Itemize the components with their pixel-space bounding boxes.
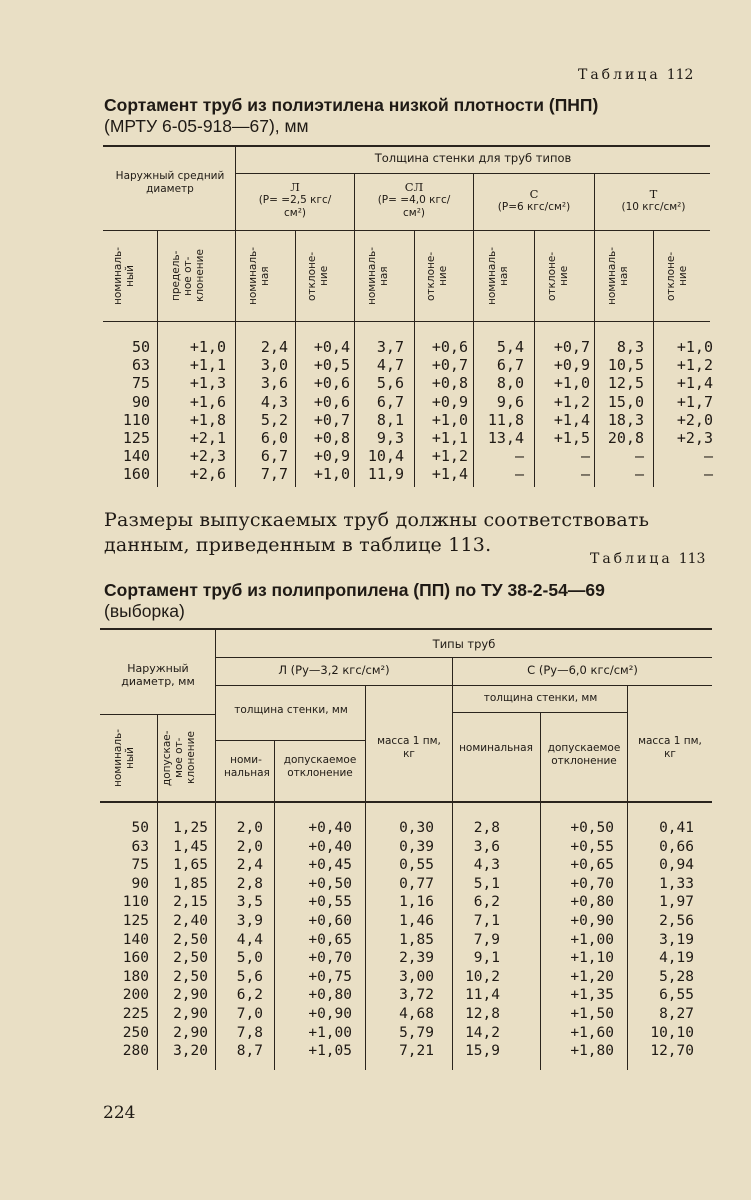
rule [157, 715, 158, 1070]
value-cell: +1,1 [431, 429, 468, 447]
type-pressure: (Р= =2,5 кгс/см²) [258, 194, 332, 219]
value-cell: 6,55 [659, 987, 694, 1004]
value-cell: +1,1 [189, 356, 226, 375]
value-cell: +1,8 [189, 410, 226, 429]
value-cell: — [580, 447, 590, 466]
value-cell: 2,90 [173, 1006, 208, 1022]
value-cell: +0,7 [553, 338, 590, 356]
diameter-cell: 140 [122, 931, 149, 948]
value-cell: — [703, 447, 713, 466]
value-cell: +0,70 [570, 875, 614, 892]
value-cell: 4,7 [376, 356, 404, 375]
table-number: 112 [666, 67, 694, 83]
value-cell: +0,8 [313, 429, 350, 447]
value-cell: +0,45 [308, 857, 352, 874]
value-cell: 3,0 [260, 356, 288, 375]
value-cell: 7,7 [260, 465, 288, 484]
value-cell: 12,5 [607, 374, 644, 393]
value-cell: +0,6 [313, 374, 350, 393]
rule [653, 231, 654, 487]
value-cell: +0,90 [308, 1006, 352, 1022]
rule [235, 147, 236, 487]
diameter-cell: 140 [122, 447, 150, 466]
value-cell: 0,94 [659, 857, 694, 874]
value-cell: 6,7 [376, 392, 404, 411]
rule [594, 174, 595, 487]
value-cell: 1,97 [659, 894, 694, 911]
value-cell: 14,2 [465, 1024, 500, 1041]
value-cell: 18,3 [607, 410, 644, 429]
header-type-s: С (Pу—6,0 кгс/см²) [527, 663, 638, 677]
subheader-tolerance-l: допускаемое отклонение [283, 754, 357, 779]
value-cell: +1,2 [431, 447, 468, 466]
value-cell: 5,1 [473, 875, 500, 892]
value-cell: 5,6 [236, 968, 263, 985]
diameter-cell: 160 [122, 950, 149, 967]
value-cell: 1,85 [173, 875, 208, 892]
table-112-label [578, 67, 693, 83]
value-cell: +1,0 [676, 338, 713, 356]
value-cell: 15,9 [465, 1043, 500, 1060]
type-name: Л [290, 180, 300, 194]
type-name: С [529, 187, 539, 201]
diameter-cell: 110 [122, 410, 150, 429]
rule [473, 174, 474, 487]
value-cell: 6,2 [473, 894, 500, 911]
rule [216, 740, 365, 741]
value-cell: +1,4 [431, 465, 468, 484]
header-outer-diameter: Наружный диаметр, мм [121, 662, 195, 688]
value-cell: 12,70 [650, 1043, 694, 1060]
table-number: 113 [678, 551, 706, 567]
value-cell: 0,55 [399, 857, 434, 874]
value-cell: 4,68 [399, 1006, 434, 1022]
value-cell: 15,0 [607, 392, 644, 411]
diameter-cell: 225 [122, 1006, 149, 1022]
value-cell: +0,70 [308, 950, 352, 967]
value-cell: 0,30 [399, 820, 434, 836]
value-cell: 4,19 [659, 950, 694, 967]
rule [452, 658, 453, 1070]
body-paragraph: Размеры выпускаемых труб должны соответствовать данным, приведенным в таблице 113. [104, 509, 650, 556]
value-cell: +1,0 [553, 374, 590, 393]
value-cell: 2,0 [236, 838, 263, 855]
type-name: СЛ [404, 180, 424, 194]
subtitle-line: (выборка) [104, 601, 185, 621]
table-113-title [104, 580, 724, 622]
value-cell: +0,40 [308, 838, 352, 855]
value-cell: +0,7 [313, 410, 350, 429]
value-cell: +0,4 [313, 338, 350, 356]
diameter-cell: 280 [122, 1043, 149, 1060]
subheader-limit-deviation: предель- ное от- клонение [170, 249, 206, 303]
rule [215, 630, 216, 1070]
value-cell: 11,9 [367, 465, 404, 484]
value-cell: — [634, 447, 644, 466]
value-cell: 10,5 [607, 356, 644, 375]
value-cell: 2,4 [260, 338, 288, 356]
value-cell: +0,55 [308, 894, 352, 911]
value-cell: 5,6 [376, 374, 404, 393]
value-cell: +0,5 [313, 356, 350, 375]
title-line: Сортамент труб из полиэтилена низкой плотности (ПНП) [104, 95, 599, 115]
rule [103, 230, 710, 231]
value-cell: +2,0 [676, 410, 713, 429]
value-cell: +1,2 [553, 392, 590, 411]
value-cell: 2,15 [173, 894, 208, 911]
value-cell: 3,6 [260, 374, 288, 393]
value-cell: — [514, 447, 524, 466]
value-cell: 8,27 [659, 1006, 694, 1022]
header-type-l [238, 180, 352, 220]
value-cell: 6,0 [260, 429, 288, 447]
value-cell: 5,79 [399, 1024, 434, 1041]
value-cell: 3,20 [173, 1043, 208, 1060]
value-cell: 4,4 [236, 931, 263, 948]
value-cell: 10,4 [367, 447, 404, 466]
value-cell: +1,4 [676, 374, 713, 393]
value-cell: +1,0 [313, 465, 350, 484]
subheader-nominal: номиналь- ная [606, 246, 630, 306]
value-cell: 8,0 [496, 374, 524, 393]
diameter-cell: 200 [122, 987, 149, 1004]
diameter-cell: 250 [122, 1024, 149, 1041]
rule [414, 231, 415, 487]
subheader-nominal-s: номинальная [459, 742, 533, 754]
value-cell: 2,56 [659, 913, 694, 929]
value-cell: 0,77 [399, 875, 434, 892]
value-cell: 9,3 [376, 429, 404, 447]
value-cell: 2,90 [173, 1024, 208, 1041]
value-cell: 2,8 [473, 820, 500, 836]
value-cell: 2,4 [236, 857, 263, 874]
page-number: 224 [103, 1103, 136, 1123]
value-cell: 1,33 [659, 875, 694, 892]
value-cell: 8,1 [376, 410, 404, 429]
value-cell: 0,39 [399, 838, 434, 855]
value-cell: 3,19 [659, 931, 694, 948]
value-cell: 3,00 [399, 968, 434, 985]
value-cell: — [514, 465, 524, 484]
value-cell: 10,2 [465, 968, 500, 985]
value-cell: 3,5 [236, 894, 263, 911]
value-cell: 7,21 [399, 1043, 434, 1060]
title-line: Сортамент труб из полипропилена (ПП) по ТУ 38-2-54—69 [104, 580, 605, 600]
table-112-title [104, 95, 724, 137]
value-cell: +1,5 [553, 429, 590, 447]
diameter-cell: 180 [122, 968, 149, 985]
value-cell: 11,4 [465, 987, 500, 1004]
subtitle-line: (МРТУ 6-05-918—67), мм [104, 116, 309, 136]
rule [627, 686, 628, 1070]
value-cell: +0,80 [308, 987, 352, 1004]
value-cell: 2,90 [173, 987, 208, 1004]
value-cell: +2,6 [189, 465, 226, 484]
value-cell: +0,40 [308, 820, 352, 836]
subheader-tolerance: допускае- мое от- клонение [161, 730, 197, 786]
value-cell: 5,28 [659, 968, 694, 985]
value-cell: +1,20 [570, 968, 614, 985]
value-cell: 3,72 [399, 987, 434, 1004]
value-cell: +0,80 [570, 894, 614, 911]
rule [540, 713, 541, 1070]
value-cell: +1,05 [308, 1043, 352, 1060]
value-cell: +1,60 [570, 1024, 614, 1041]
value-cell: 7,9 [473, 931, 500, 948]
header-type-l: Л (Pу—3,2 кгс/см²) [278, 663, 390, 677]
diameter-cell: 50 [131, 338, 150, 356]
type-pressure: (Р= =4,0 кгс/см²) [377, 194, 451, 219]
table-113-label [590, 551, 705, 567]
value-cell: 4,3 [473, 857, 500, 874]
value-cell: 6,7 [260, 447, 288, 466]
rule [100, 714, 216, 715]
diameter-cell: 50 [131, 820, 149, 836]
header-type-t [597, 187, 710, 214]
value-cell: +0,6 [431, 338, 468, 356]
type-name: Т [649, 187, 658, 201]
value-cell: +1,4 [553, 410, 590, 429]
value-cell: +2,3 [189, 447, 226, 466]
rule [157, 231, 158, 487]
value-cell: +0,8 [431, 374, 468, 393]
value-cell: +0,60 [308, 913, 352, 929]
value-cell: — [703, 465, 713, 484]
value-cell: 2,0 [236, 820, 263, 836]
value-cell: 3,6 [473, 838, 500, 855]
rule [100, 801, 712, 803]
value-cell: 6,2 [236, 987, 263, 1004]
value-cell: +1,3 [189, 374, 226, 393]
value-cell: +2,3 [676, 429, 713, 447]
subheader-nominal: номиналь- ная [366, 246, 390, 306]
value-cell: 1,16 [399, 894, 434, 911]
diameter-cell: 110 [122, 894, 149, 911]
value-cell: +1,0 [431, 410, 468, 429]
rule [354, 174, 355, 487]
value-cell: 7,1 [473, 913, 500, 929]
value-cell: 8,7 [236, 1043, 263, 1060]
value-cell: +0,50 [308, 875, 352, 892]
value-cell: 2,8 [236, 875, 263, 892]
value-cell: 5,2 [260, 410, 288, 429]
value-cell: +1,6 [189, 392, 226, 411]
value-cell: +0,6 [313, 392, 350, 411]
value-cell: 12,8 [465, 1006, 500, 1022]
table-top-rule [100, 628, 712, 630]
table-label-word: Таблица [590, 551, 673, 567]
subheader-deviation: отклоне- ние [425, 251, 449, 301]
value-cell: 13,4 [487, 429, 524, 447]
header-wall-thickness-s: толщина стенки, мм [483, 692, 598, 704]
subheader-nominal: номиналь- ная [247, 246, 271, 306]
subheader-deviation: отклоне- ние [665, 251, 689, 301]
value-cell: +1,80 [570, 1043, 614, 1060]
value-cell: +1,00 [570, 931, 614, 948]
value-cell: +1,10 [570, 950, 614, 967]
subheader-nominal: номиналь- ный [112, 728, 136, 788]
value-cell: +1,50 [570, 1006, 614, 1022]
value-cell: +0,50 [570, 820, 614, 836]
subheader-nominal-l: номи-нальная [224, 754, 270, 779]
subheader-tolerance-s: допускаемое отклонение [547, 742, 621, 767]
header-outer-diameter: Наружный средний диаметр [115, 170, 225, 195]
value-cell: 8,3 [616, 338, 644, 356]
value-cell: +0,90 [570, 913, 614, 929]
value-cell: +0,9 [553, 356, 590, 375]
diameter-cell: 90 [131, 392, 150, 411]
value-cell: 2,50 [173, 950, 208, 967]
subheader-nominal: номиналь- ный [112, 246, 136, 306]
type-pressure: (Р=6 кгс/см²) [497, 201, 571, 213]
value-cell: 1,46 [399, 913, 434, 929]
value-cell: 1,25 [173, 820, 208, 836]
value-cell: 2,39 [399, 950, 434, 967]
diameter-cell: 63 [131, 838, 149, 855]
type-pressure: (10 кгс/см²) [621, 201, 686, 213]
value-cell: — [580, 465, 590, 484]
value-cell: — [634, 465, 644, 484]
value-cell: 4,3 [260, 392, 288, 411]
diameter-cell: 125 [122, 913, 149, 929]
diameter-cell: 90 [131, 875, 149, 892]
diameter-cell: 160 [122, 465, 150, 484]
value-cell: 2,50 [173, 931, 208, 948]
diameter-cell: 63 [131, 356, 150, 375]
header-type-sl [357, 180, 471, 220]
value-cell: 3,9 [236, 913, 263, 929]
header-type-s [476, 187, 592, 214]
value-cell: 11,8 [487, 410, 524, 429]
rule [534, 231, 535, 487]
value-cell: 1,85 [399, 931, 434, 948]
value-cell: 7,8 [236, 1024, 263, 1041]
value-cell: 9,6 [496, 392, 524, 411]
value-cell: 1,45 [173, 838, 208, 855]
value-cell: 0,41 [659, 820, 694, 836]
value-cell: 5,0 [236, 950, 263, 967]
value-cell: 2,50 [173, 968, 208, 985]
table-label-word: Таблица [578, 67, 661, 83]
rule [216, 657, 712, 658]
rule [365, 686, 366, 1070]
value-cell: 9,1 [473, 950, 500, 967]
diameter-cell: 75 [131, 374, 150, 393]
subheader-deviation: отклоне- ние [306, 251, 330, 301]
header-mass-l: масса 1 пм, кг [377, 735, 441, 760]
value-cell: +2,1 [189, 429, 226, 447]
value-cell: 3,7 [376, 338, 404, 356]
value-cell: 5,4 [496, 338, 524, 356]
header-mass-s: масса 1 пм, кг [638, 735, 702, 760]
header-pipe-types: Типы труб [432, 637, 496, 651]
value-cell: +1,2 [676, 356, 713, 375]
diameter-cell: 125 [122, 429, 150, 447]
value-cell: +1,7 [676, 392, 713, 411]
value-cell: 7,0 [236, 1006, 263, 1022]
value-cell: 0,66 [659, 838, 694, 855]
rule [295, 231, 296, 487]
header-wall-group: Толщина стенки для труб типов [374, 151, 572, 165]
value-cell: 6,7 [496, 356, 524, 375]
header-wall-thickness-l: толщина стенки, мм [234, 704, 348, 716]
rule [216, 685, 712, 686]
rule [103, 321, 710, 322]
table-top-rule [103, 145, 710, 147]
value-cell: +1,35 [570, 987, 614, 1004]
value-cell: +0,55 [570, 838, 614, 855]
value-cell: +0,9 [431, 392, 468, 411]
value-cell: +1,00 [308, 1024, 352, 1041]
value-cell: +0,65 [570, 857, 614, 874]
subheader-nominal: номиналь- ная [486, 246, 510, 306]
value-cell: 2,40 [173, 913, 208, 929]
diameter-cell: 75 [131, 857, 149, 874]
rule [274, 741, 275, 1070]
value-cell: 10,10 [650, 1024, 694, 1041]
subheader-deviation: отклоне- ние [546, 251, 570, 301]
value-cell: +1,0 [189, 338, 226, 356]
value-cell: 20,8 [607, 429, 644, 447]
value-cell: +0,7 [431, 356, 468, 375]
value-cell: +0,65 [308, 931, 352, 948]
value-cell: +0,75 [308, 968, 352, 985]
value-cell: +0,9 [313, 447, 350, 466]
value-cell: 1,65 [173, 857, 208, 874]
